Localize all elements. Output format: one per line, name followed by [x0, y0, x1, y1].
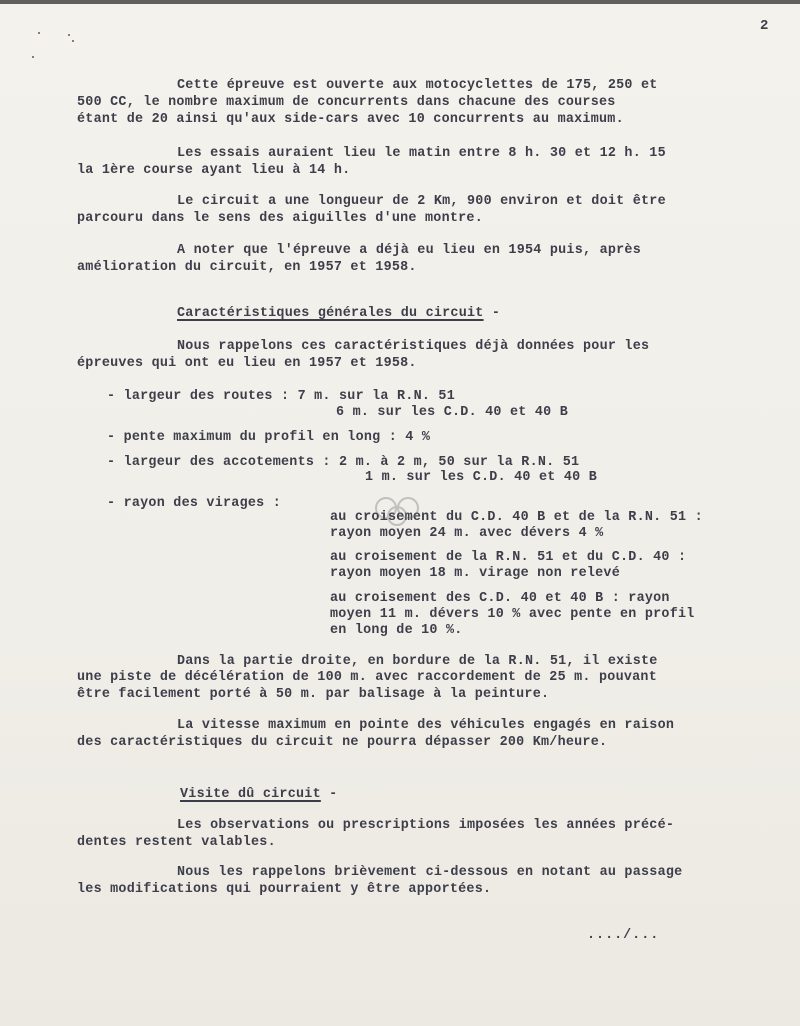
virage-3-line-1: au croisement des C.D. 40 et 40 B : rayon — [330, 591, 670, 606]
p6-line-2: une piste de décélération de 100 m. avec raccordement de 25 m. pouvant — [77, 670, 657, 685]
virage-1-line-2: rayon moyen 24 m. avec dévers 4 % — [330, 526, 604, 541]
virage-3-line-3: en long de 10 %. — [330, 623, 463, 638]
p8-line-1: Les observations ou prescriptions imposées les années précé- — [177, 818, 675, 833]
p2-line-2: la 1ère course ayant lieu à 14 h. — [77, 163, 351, 178]
p2-line-1: Les essais auraient lieu le matin entre 8 h. 30 et 12 h. 15 — [177, 146, 666, 161]
item-virages: - rayon des virages : — [107, 496, 281, 511]
p1-line-1: Cette épreuve est ouverte aux motocyclettes de 175, 250 et — [177, 78, 658, 93]
p1-line-2: 500 CC, le nombre maximum de concurrents dans chacune des courses — [77, 95, 616, 110]
p6-line-3: être facilement porté à 50 m. par balisage à la peinture. — [77, 687, 550, 702]
item-accotements-line-1: - largeur des accotements : 2 m. à 2 m, 50 sur la R.N. 51 — [107, 455, 580, 470]
item-routes-line-1: - largeur des routes : 7 m. sur la R.N. 51 — [107, 389, 455, 404]
p5-line-1: Nous rappelons ces caractéristiques déjà données pour les — [177, 339, 650, 354]
section-heading-visite-text: Visite dû circuit — [180, 787, 321, 802]
virage-2-line-2: rayon moyen 18 m. virage non relevé — [330, 566, 620, 581]
page-number: 2 — [760, 18, 769, 34]
virage-1-line-1: au croisement du C.D. 40 B et de la R.N. 51 : — [330, 510, 703, 525]
section-heading-visite — [180, 787, 337, 803]
p3-line-1: Le circuit a une longueur de 2 Km, 900 environ et doit être — [177, 194, 666, 209]
section-heading-characteristics — [177, 306, 500, 322]
p4-line-2: amélioration du circuit, en 1957 et 1958. — [77, 260, 417, 275]
p1-line-3: étant de 20 ainsi qu'aux side-cars avec 10 concurrents au maximum. — [77, 112, 624, 127]
faint-stamp-mark — [372, 494, 424, 528]
p7-line-1: La vitesse maximum en pointe des véhicules engagés en raison — [177, 718, 675, 733]
continuation-mark: ..../... — [587, 928, 660, 943]
p6-line-1: Dans la partie droite, en bordure de la R.N. 51, il existe — [177, 654, 658, 669]
p3-line-2: parcouru dans le sens des aiguilles d'une montre. — [77, 211, 483, 226]
section-heading-text: Caractéristiques générales du circuit — [177, 306, 484, 321]
p9-line-1: Nous les rappelons brièvement ci-dessous en notant au passage — [177, 865, 683, 880]
scan-specks — [30, 30, 80, 60]
scan-top-edge — [0, 0, 800, 4]
virage-2-line-1: au croisement de la R.N. 51 et du C.D. 40 : — [330, 550, 687, 565]
section-heading-visite-dash: - — [320, 787, 338, 802]
p9-line-2: les modifications qui pourraient y être apportées. — [77, 882, 492, 897]
p7-line-2: des caractéristiques du circuit ne pourra dépasser 200 Km/heure. — [77, 735, 608, 750]
section-heading-dash: - — [483, 306, 501, 321]
p5-line-2: épreuves qui ont eu lieu en 1957 et 1958. — [77, 356, 417, 371]
item-accotements-line-2: 1 m. sur les C.D. 40 et 40 B — [365, 470, 597, 485]
p4-line-1: A noter que l'épreuve a déjà eu lieu en 1954 puis, après — [177, 243, 641, 258]
item-pente: - pente maximum du profil en long : 4 % — [107, 430, 431, 445]
item-routes-line-2: 6 m. sur les C.D. 40 et 40 B — [336, 405, 568, 420]
p8-line-2: dentes restent valables. — [77, 835, 276, 850]
virage-3-line-2: moyen 11 m. dévers 10 % avec pente en profil — [330, 607, 695, 622]
